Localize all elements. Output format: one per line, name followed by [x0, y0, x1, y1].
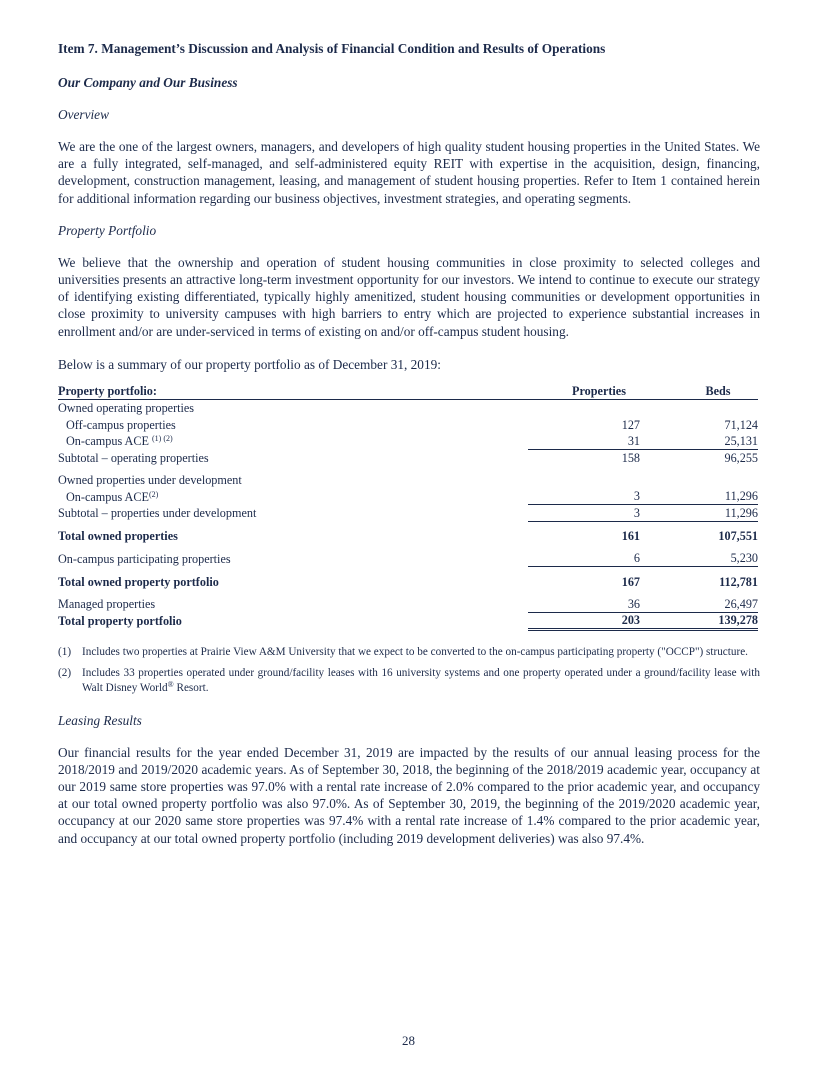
properties-value: 3: [528, 505, 640, 522]
row-label: Subtotal – operating properties: [58, 450, 209, 465]
section-heading: Our Company and Our Business: [58, 75, 238, 90]
beds-value: 107,551: [718, 529, 758, 544]
properties-value: 36: [528, 596, 640, 613]
header-properties: Properties: [528, 382, 640, 400]
leasing-results-heading: Leasing Results: [58, 712, 142, 728]
header-beds: Beds: [640, 382, 758, 400]
table-row: [58, 550, 758, 567]
beds-value: 25,131: [640, 433, 758, 450]
properties-value: 31: [528, 433, 640, 450]
properties-value: 161: [621, 529, 640, 544]
beds-value: 112,781: [719, 574, 758, 589]
row-label: Total owned properties: [58, 529, 178, 544]
overview-paragraph: We are the one of the largest owners, managers, and developers of high quality student housing properties in the United States. We are a fully integrated, self-managed, and self-administered equity REIT with expertise in the acquisition, design, financing, development, construction management, leasing, and management of student housing properties. Refer to Item 1 contained herein for additional information regarding our business objectives, investment strategies, and operating segments.: [58, 139, 760, 206]
row-label: Total owned property portfolio: [58, 574, 219, 589]
table-row: [58, 416, 758, 433]
table-row: [58, 505, 758, 522]
property-portfolio-heading: Property Portfolio: [58, 222, 157, 238]
row-label: Managed properties: [58, 597, 156, 612]
footnote-2: [58, 666, 760, 696]
property-portfolio-paragraph: We believe that the ownership and operation of student housing communities in close proximity to selected colleges and universities presents an attractive long-term investment opportunity for our investors. We intend to continue to execute our strategy of identifying existing differentiated, typically highly amenitized, student housing communities or development opportunities in close proximity to university campuses with high barriers to entry which are projected to experience substantial increases in enrollment and/or are under-serviced in terms of existing on and/or off-campus student housing.: [58, 254, 760, 339]
property-portfolio-table: [58, 382, 758, 631]
beds-value: 96,255: [724, 450, 758, 465]
footnote-mark: (1): [58, 645, 72, 658]
leasing-results-paragraph: Our financial results for the year ended December 31, 2019 are impacted by the results of our annual leasing process for the 2018/2019 and 2019/2020 academic years. As of September 30, 2018, the beginning of the 2018/2019 academic year, occupancy at our 2019 same store properties was 97.0% with a rental rate increase of 2.0% compared to the prior academic year, and occupancy at our total owned property portfolio was also 97.0%. As of September 30, 2019, the beginning of the 2019/2020 academic year, occupancy at our 2020 same store properties was 97.4% with a rental rate increase of 1.4% compared to the prior academic year, and occupancy at our total owned property portfolio (including 2019 development deliveries) was also 97.4%.: [58, 744, 760, 846]
row-label: Subtotal – properties under development: [58, 506, 257, 521]
table-row: [58, 596, 758, 613]
header-property-portfolio: Property portfolio:: [58, 382, 528, 400]
table-row: [58, 400, 758, 417]
row-label: On-campus ACE$^{(2)}$: [66, 489, 159, 504]
beds-value: 11,296: [640, 505, 758, 522]
footnote-ref: (2): [148, 489, 159, 499]
properties-value: 167: [621, 574, 640, 589]
table-header-row: [58, 382, 758, 400]
portfolio-summary-intro: Below is a summary of our property portfolio as of December 31, 2019:: [58, 356, 441, 372]
table-row: [58, 528, 758, 545]
beds-value: 11,296: [640, 488, 758, 505]
document-page: [58, 40, 760, 847]
overview-heading: Overview: [58, 107, 109, 122]
beds-value: 5,230: [640, 550, 758, 567]
row-label: Owned operating properties: [58, 401, 195, 416]
properties-value: 127: [621, 417, 640, 432]
table-row: [58, 573, 758, 590]
row-label: On-campus ACE $^{(1) (2)}$: [66, 434, 173, 449]
beds-value: 26,497: [640, 596, 758, 613]
table-row: [58, 433, 758, 450]
footnote-text: Includes 33 properties operated under ground/facility leases with 16 university systems and one property operated under a ground/facility lease with Walt Disney World® Resort.: [82, 666, 760, 694]
footnote-mark: (2): [58, 666, 72, 679]
item-heading: Item 7. Management’s Discussion and Analysis of Financial Condition and Results of Operations: [58, 41, 606, 56]
table-row: [58, 612, 758, 629]
properties-value: 3: [528, 488, 640, 505]
page-number: 28: [402, 1033, 415, 1048]
footnote-1: [58, 645, 760, 660]
properties-value: 203: [528, 612, 640, 629]
table-row: [58, 488, 758, 505]
row-label: On-campus participating properties: [58, 551, 231, 566]
table-row: [58, 449, 758, 466]
footnote-text: Includes two properties at Prairie View A&M University that we expect to be converted to the on-campus participating property ("OCCP") structure.: [82, 645, 748, 658]
registered-mark: ®: [167, 679, 174, 689]
properties-value: 6: [528, 550, 640, 567]
table-row: [58, 472, 758, 489]
properties-value: 158: [621, 450, 640, 465]
beds-value: 139,278: [640, 612, 758, 629]
beds-value: 71,124: [724, 417, 758, 432]
row-label: Total property portfolio: [58, 614, 182, 629]
row-label: Owned properties under development: [58, 473, 242, 488]
footnote-ref: (1) (2): [151, 434, 173, 444]
row-label: Off-campus properties: [66, 417, 176, 432]
